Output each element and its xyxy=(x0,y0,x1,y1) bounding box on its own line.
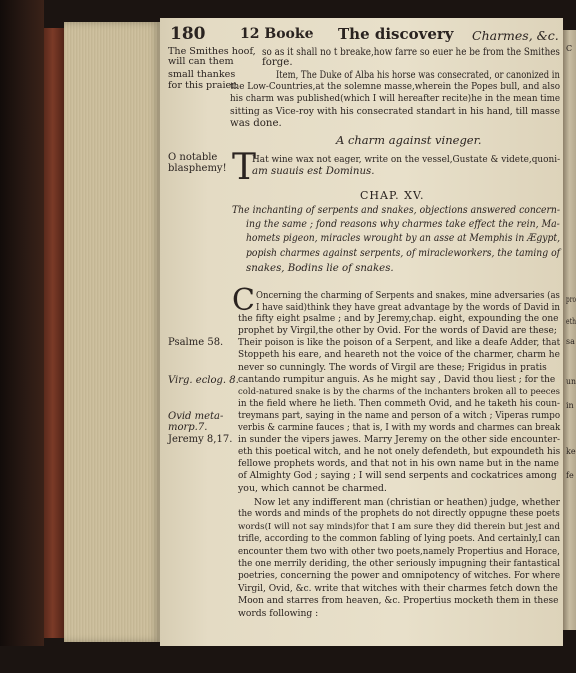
text-line: Now let any indifferent man (christian or heathen) judge, whether xyxy=(254,497,561,508)
text-line: the words and minds of the prophets do not directly oppugne these poets xyxy=(238,509,560,519)
booke-label: 12 Booke xyxy=(240,26,314,42)
text-line: words(I will not say minds)for that I am sure they did therein but jest and xyxy=(238,522,560,532)
margin-note: morp.7. xyxy=(168,422,208,433)
text-line: his charm was published(which I will hereafter recite)he in the mean time xyxy=(230,93,561,104)
margin-note: for this praier. xyxy=(168,80,238,91)
margin-note: Jeremy 8,17. xyxy=(168,434,233,445)
text-line: was done. xyxy=(230,118,282,129)
text-line: the one merrily deriding, the other seriously impugning their fantastical xyxy=(238,559,561,569)
text-line: cantando rumpitur anguis. As he might say , David thou liest ; for the xyxy=(238,375,556,385)
text-line: Their poison is like the poison of a Serpent, and like a deafe Adder, that xyxy=(238,338,561,348)
margin-note: Psalme 58. xyxy=(168,337,224,348)
text-line: never so cunningly. The words of Virgil are these; Frigidus in pratis xyxy=(238,363,547,373)
drop-cap: C xyxy=(232,283,255,318)
text-line: trifle, according to the common fabling of lying poets. And certainly,I can xyxy=(238,534,561,544)
text-line: cold-natured snake is by the charms of the inchanters broken all to peeces xyxy=(238,387,560,397)
facing-page-text: un xyxy=(566,377,576,386)
chapter-summary-line: homets pigeon, miracles wrought by an asse at Memphis in Ægypt, xyxy=(246,233,561,244)
text-line: am suauis est Dominus. xyxy=(252,166,375,177)
scan-background xyxy=(0,646,576,673)
facing-page-text: ke xyxy=(566,447,576,456)
facing-page-text: C xyxy=(566,44,573,53)
text-line: so as it shall no t breake,how farre so euer he be from the Smithes xyxy=(262,47,560,58)
text-line: fellowe prophets words, and that not in his own name but in the name xyxy=(238,459,559,469)
drop-cap: T xyxy=(232,147,257,188)
red-binding-edge xyxy=(44,28,66,638)
text-line: verbis & carmine fauces ; that is, I with my words and charmes can break xyxy=(238,423,561,433)
text-line: Hat wine wax not eager, write on the vessel,Gustate & videte,quoni- xyxy=(252,154,561,165)
facing-page-text: fe xyxy=(566,471,574,480)
text-line: Virgil, Ovid, &c. write that witches with their charmes fetch down the xyxy=(238,584,558,594)
book-cover-edge xyxy=(0,0,44,673)
margin-note: O notable xyxy=(168,152,218,163)
text-line: I have said)think they have great advantage by the words of David in xyxy=(256,302,561,313)
margin-note: will can them xyxy=(168,56,234,67)
running-title: The discovery xyxy=(338,25,454,43)
text-line: Oncerning the charming of Serpents and snakes, mine adversaries (as xyxy=(256,290,560,301)
text-line: the Low-Countries,at the solemne masse,wherein the Popes bull, and also xyxy=(230,81,561,92)
page-number: 180 xyxy=(170,24,206,44)
text-line: forge. xyxy=(262,57,293,68)
text-line: encounter them two with other two poets,namely Propertius and Horace, xyxy=(238,547,560,557)
chapter-summary-line: snakes, Bodins lie of snakes. xyxy=(246,263,394,274)
margin-note: blasphemy! xyxy=(168,163,227,174)
margin-note: small thankes xyxy=(168,69,236,80)
running-title-right: Charmes, &c. xyxy=(472,28,559,43)
text-line: Moon and starres from heaven, &c. Propertius mocketh them in these xyxy=(238,596,559,606)
section-heading: A charm against vineger. xyxy=(336,133,482,147)
text-line: of Almighty God ; saying ; I will send serpents and cockatrices among xyxy=(238,471,557,481)
facing-page-text: in xyxy=(566,401,574,410)
text-line: in sunder the vipers jawes. Marry Jeremy on the other side encounter- xyxy=(238,435,561,445)
margin-note: Virg. eclog. 8. xyxy=(168,375,239,386)
text-line: poetries, concerning the power and omnipotency of witches. For where xyxy=(238,571,561,581)
chapter-summary-line: popish charmes against serpents, of miracleworkers, the taming of xyxy=(246,248,561,259)
text-line: sitting as Vice-roy with his consecrated standart in his hand, till masse xyxy=(230,106,561,117)
text-line: prophet by Virgil,the other by Ovid. For the words of David are these; xyxy=(238,326,557,336)
text-line: words following : xyxy=(238,608,319,619)
facing-page-edge xyxy=(563,30,576,630)
text-line: Stoppeth his eare, and heareth not the voice of the charmer, charm he xyxy=(238,350,560,360)
margin-note: The Smithes hoof, xyxy=(168,46,256,57)
text-line: in the field where he lieth. Then commeth Ovid, and he taketh his coun- xyxy=(238,399,561,409)
text-line: Item, The Duke of Alba his horse was consecrated, or canonized in xyxy=(276,70,560,81)
chapter-summary-line: ing the same ; fond reasons why charmes take effect the rein, Ma- xyxy=(246,219,560,230)
chapter-summary-line: The inchanting of serpents and snakes, objections answered concern- xyxy=(232,205,561,216)
text-line: eth this poetical witch, and he not onely defendeth, but expoundeth his xyxy=(238,447,561,457)
facing-page-text: eth xyxy=(566,317,576,326)
chapter-heading: CHAP. XV. xyxy=(360,189,425,202)
text-line: you, which cannot be charmed. xyxy=(238,483,387,494)
page-edges xyxy=(64,22,162,642)
text-line: treymans part, saying in the name and person of a witch ; Viperas rumpo xyxy=(238,411,561,421)
margin-note: Ovid meta- xyxy=(168,411,224,422)
facing-page-text: sa xyxy=(566,337,575,346)
text-line: the fifty eight psalme ; and by Jeremy,chap. eight, expounding the one xyxy=(238,314,559,324)
facing-page-text: pro xyxy=(566,295,576,304)
